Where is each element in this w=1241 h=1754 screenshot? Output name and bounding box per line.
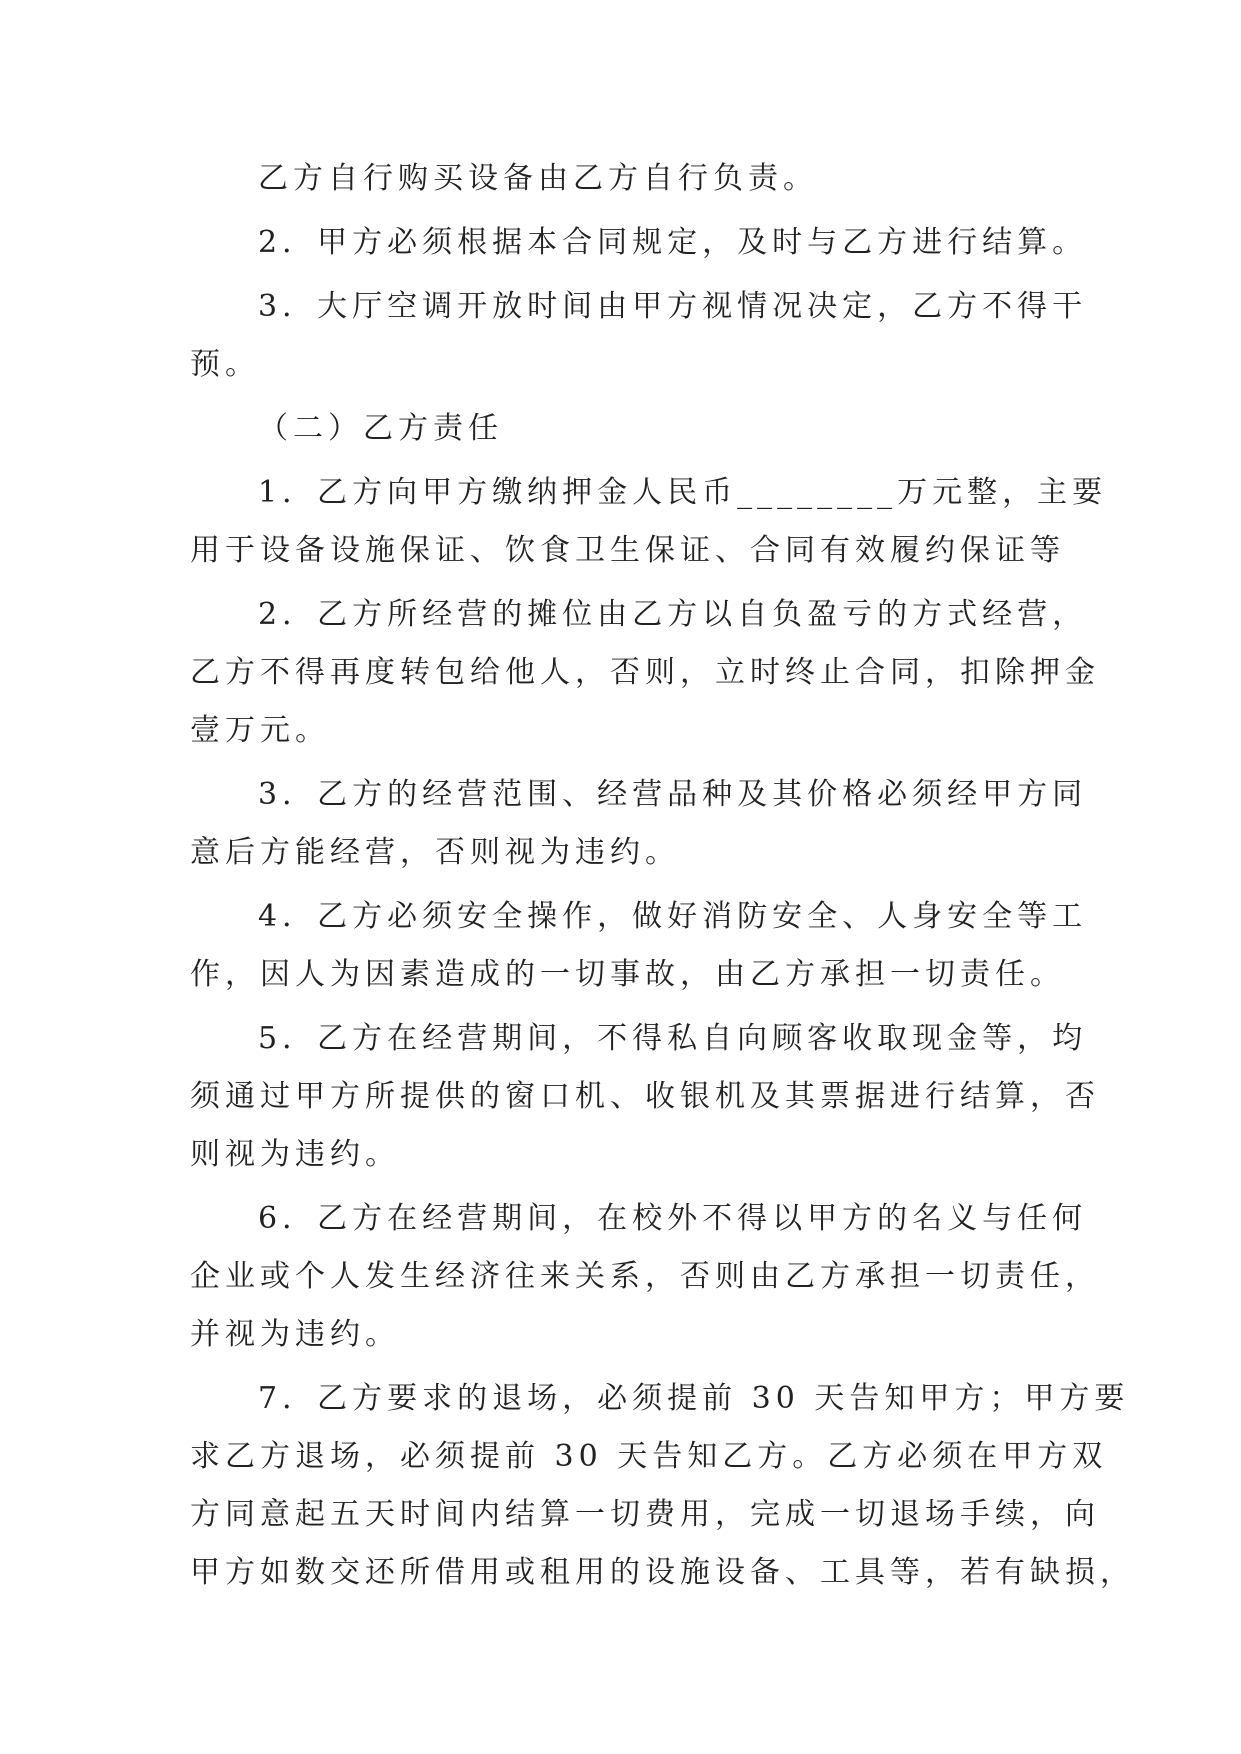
paragraph-line: 1．乙方向甲方缴纳押金人民币________万元整，主要 — [258, 475, 1108, 510]
paragraph-line: 壹万元。 — [190, 713, 330, 748]
paragraph-line: 作，因人为因素造成的一切事故，由乙方承担一切责任。 — [190, 957, 1065, 992]
document-body — [190, 150, 1135, 1602]
paragraph-line: 4．乙方必须安全操作，做好消防安全、人身安全等工 — [258, 899, 1088, 934]
paragraph-line: 方同意起五天时间内结算一切费用，完成一切退场手续，向 — [190, 1497, 1100, 1532]
paragraph-line: 3．大厅空调开放时间由甲方视情况决定，乙方不得干 — [258, 289, 1088, 324]
paragraph-line: 2．甲方必须根据本合同规定，及时与乙方进行结算。 — [258, 225, 1088, 260]
paragraph-line: 则视为违约。 — [190, 1137, 400, 1172]
paragraph-line: 用于设备设施保证、饮食卫生保证、合同有效履约保证等 — [190, 533, 1065, 568]
paragraph-line: 意后方能经营，否则视为违约。 — [190, 835, 680, 870]
paragraph-line: 并视为违约。 — [190, 1317, 400, 1352]
paragraph-line: 5．乙方在经营期间，不得私自向顾客收取现金等，均 — [258, 1021, 1088, 1056]
paragraph-line: 企业或个人发生经济往来关系，否则由乙方承担一切责任， — [190, 1259, 1100, 1294]
paragraph-line: 须通过甲方所提供的窗口机、收银机及其票据进行结算，否 — [190, 1079, 1100, 1114]
section-heading: （二）乙方责任 — [258, 411, 503, 446]
paragraph-line: 7．乙方要求的退场，必须提前 30 天告知甲方；甲方要 — [258, 1381, 1130, 1416]
paragraph-line: 求乙方退场，必须提前 30 天告知乙方。乙方必须在甲方双 — [190, 1439, 1108, 1474]
paragraph-line: 乙方自行购买设备由乙方自行负责。 — [258, 161, 818, 196]
paragraph-line: 3．乙方的经营范围、经营品种及其价格必须经甲方同 — [258, 777, 1088, 812]
paragraph-line: 乙方不得再度转包给他人，否则，立时终止合同，扣除押金 — [190, 655, 1100, 690]
paragraph-line: 预。 — [190, 347, 260, 382]
paragraph-line: 甲方如数交还所借用或租用的设施设备、工具等，若有缺损， — [190, 1555, 1135, 1590]
paragraph-line: 6．乙方在经营期间，在校外不得以甲方的名义与任何 — [258, 1201, 1088, 1236]
paragraph-line: 2．乙方所经营的摊位由乙方以自负盈亏的方式经营， — [258, 597, 1088, 632]
